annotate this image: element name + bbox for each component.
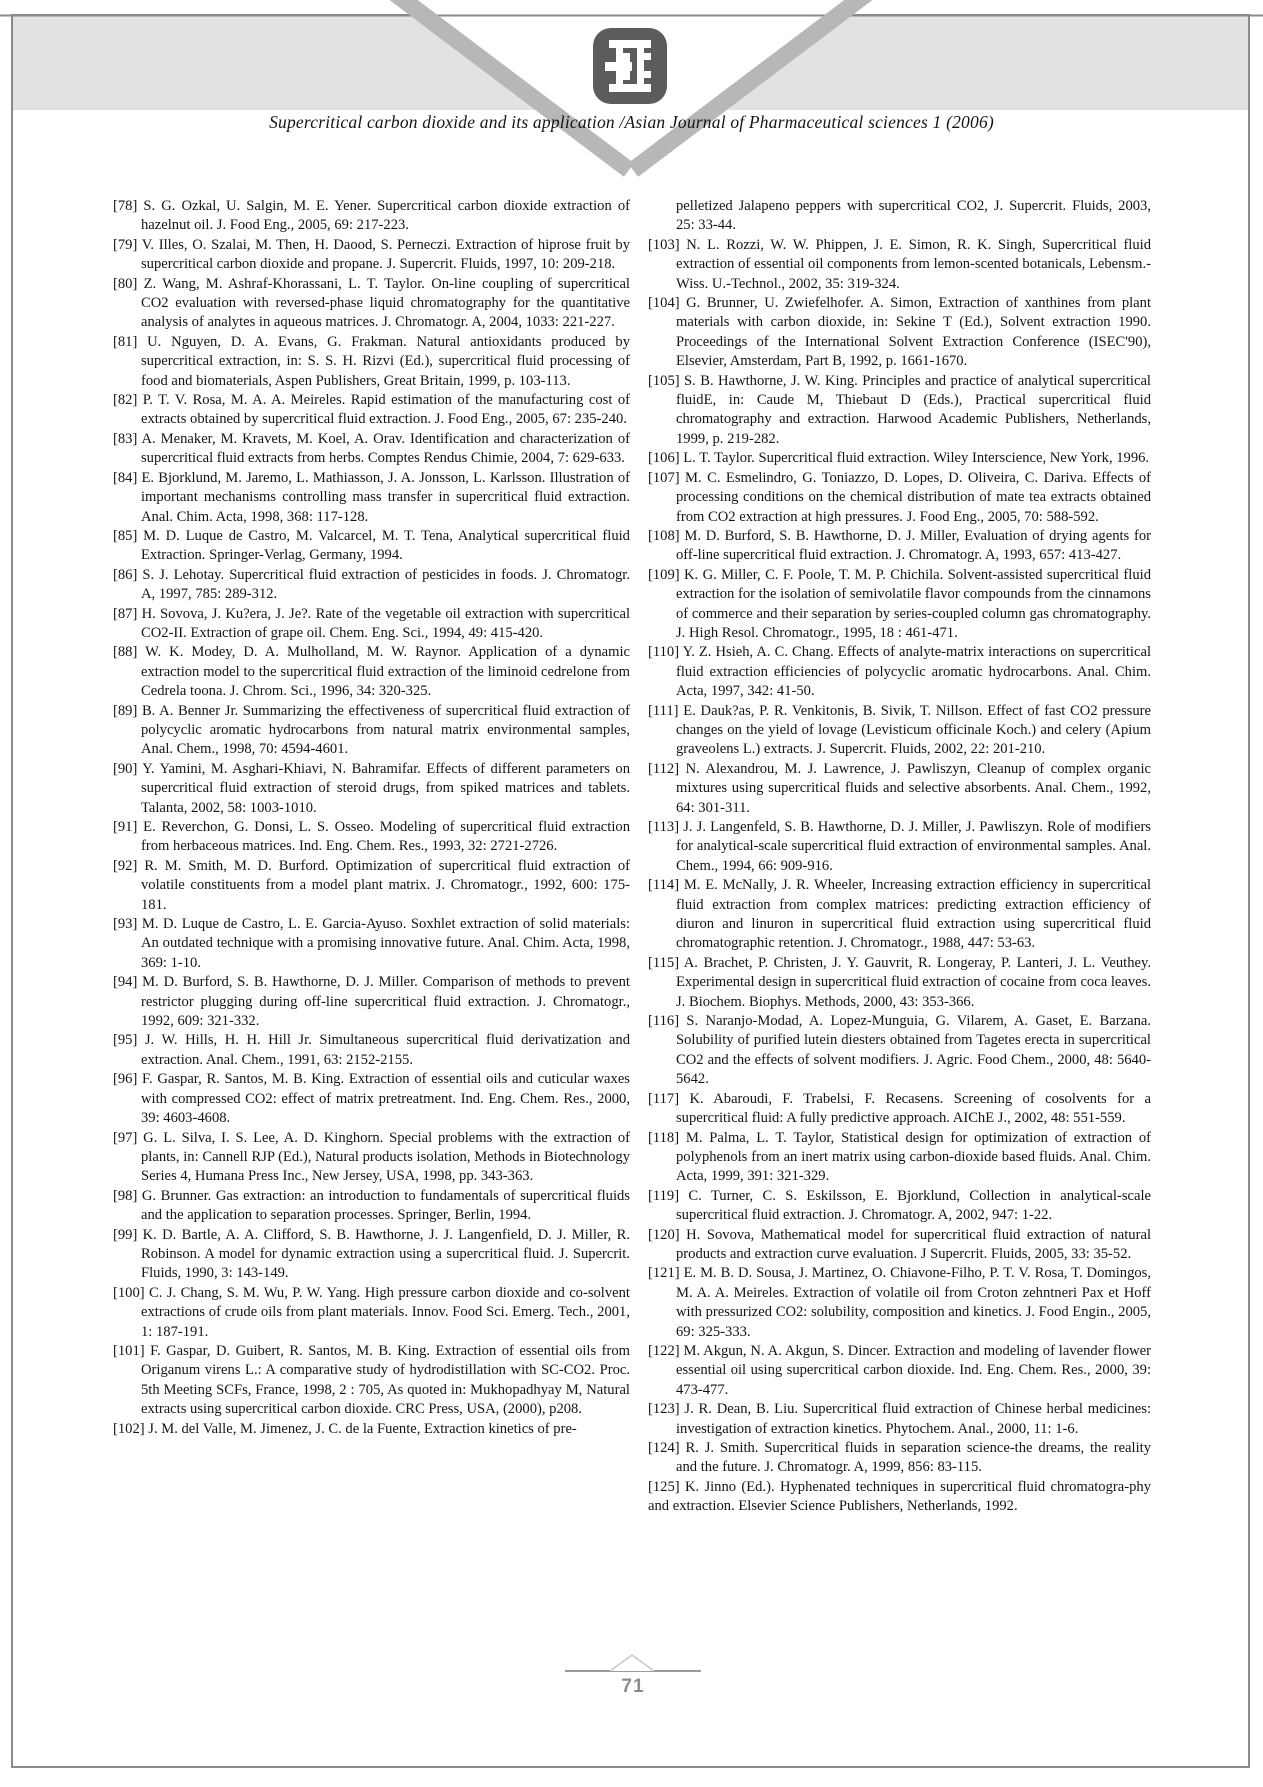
reference-entry: [79] V. Illes, O. Szalai, M. Then, H. Daood, S. Perneczi. Extraction of hiprose fruit by supercritical carbon dioxide and propane. J. Supercrit. Fluids, 1997, 10: 209-218. <box>113 236 630 273</box>
reference-label: [90] <box>113 760 143 777</box>
asian-journal-seal-logo <box>592 27 668 105</box>
reference-label: [111] <box>648 702 684 719</box>
reference-label: [80] <box>113 275 144 292</box>
reference-label: [116] <box>648 1013 687 1030</box>
reference-label: [107] <box>648 469 686 486</box>
reference-entry: [78] S. G. Ozkal, U. Salgin, M. E. Yener. Supercritical carbon dioxide extraction of hazelnut oil. J. Food Eng., 2005, 69: 217-223. <box>113 198 630 234</box>
references-left-column <box>113 197 630 1439</box>
page-number: 71 <box>621 1676 645 1697</box>
reference-entry: [109] K. G. Miller, C. F. Poole, T. M. P. Chichila. Solvent-assisted supercritical fluid extraction for the isolation of semivolatile flavor compounds from the cinnamons of commerce and their separation by series-coupled column gas chromatography. J. High Resol. Chromatogr., 1995, 18 : 461-471. <box>648 566 1151 641</box>
reference-label: [78] <box>113 198 144 214</box>
footer-peak-icon <box>600 1650 664 1674</box>
reference-label: [104] <box>648 295 687 312</box>
reference-label: [96] <box>113 1071 143 1088</box>
reference-label: [94] <box>113 974 143 991</box>
reference-entry: [110] Y. Z. Hsieh, A. C. Chang. Effects of analyte-matrix interactions on supercritical fluid extraction efficiencies of polycyclic aromatic hydrocarbons. Anal. Chim. Acta, 1997, 342: 41-50. <box>648 644 1151 700</box>
reference-label: [113] <box>648 819 684 835</box>
reference-entry: [91] E. Reverchon, G. Donsi, L. S. Osseo. Modeling of supercritical fluid extraction from herbaceous matrices. Ind. Eng. Chem. Res., 1993, 32: 2721-2726. <box>113 819 630 855</box>
reference-entry: [85] M. D. Luque de Castro, M. Valcarcel, M. T. Tena, Analytical supercritical fluid Extraction. Springer-Verlag, Germany, 1994. <box>113 527 630 564</box>
reference-label: [91] <box>113 819 144 835</box>
reference-label: [120] <box>648 1226 687 1243</box>
reference-label: [118] <box>648 1129 686 1146</box>
reference-label: [97] <box>113 1129 144 1146</box>
reference-label: [92] <box>113 857 145 874</box>
reference-entry: [115] A. Brachet, P. Christen, J. Y. Gauvrit, R. Longeray, P. Lanteri, J. L. Veuthey. Experimental design in supercritical fluid extraction of cocaine from coca leaves. J. Biochem. Biophys. Methods, 2000, 43: 353-366. <box>648 954 1151 1010</box>
reference-label: [121] <box>648 1265 684 1282</box>
reference-label: [100] <box>113 1284 150 1301</box>
reference-entry: [98] G. Brunner. Gas extraction: an introduction to fundamentals of supercritical fluids and the application to separation processes. Springer, Berlin, 1994. <box>113 1187 630 1224</box>
reference-label: [95] <box>113 1032 145 1049</box>
reference-entry: [84] E. Bjorklund, M. Jaremo, L. Mathiasson, J. A. Jonsson, L. Karlsson. Illustration of important mechanisms controlling mass transfer in supercritical fluid extraction. Anal. Chim. Acta, 1998, 368: 117-128. <box>113 469 630 525</box>
reference-label: [119] <box>648 1187 689 1204</box>
reference-label: [108] <box>648 527 685 544</box>
reference-label: [109] <box>648 566 684 583</box>
reference-entry: [100] C. J. Chang, S. M. Wu, P. W. Yang. High pressure carbon dioxide and co-solvent extractions of crude oils from plant materials. Innov. Food Sci. Emerg. Tech., 2001, 1: 187-191. <box>113 1284 630 1340</box>
reference-label: [102] <box>113 1420 149 1437</box>
reference-entry: [117] K. Abaroudi, F. Trabelsi, F. Recasens. Screening of cosolvents for a supercritical fluid: A fully predictive approach. AIChE J., 2002, 48: 551-559. <box>648 1090 1151 1127</box>
reference-entry: [94] M. D. Burford, S. B. Hawthorne, D. J. Miller. Comparison of methods to prevent restrictor plugging during off-line supercritical fluid extraction. J. Chromatogr., 1992, 609: 321-332. <box>113 974 630 1030</box>
reference-entry: [93] M. D. Luque de Castro, L. E. Garcia-Ayuso. Soxhlet extraction of solid materials: An outdated technique with a promising innovative future. Anal. Chim. Acta, 1998, 369: 1-10. <box>113 916 630 971</box>
reference-entry: [116] S. Naranjo-Modad, A. Lopez-Munguia, G. Vilarem, A. Gaset, E. Barzana. Solubility of purified lutein diesters obtained from Tagetes erecta in supercritical CO2 and the effects of solvent modifiers. J. Agric. Food Chem., 2000, 48: 5640-5642. <box>648 1013 1151 1088</box>
reference-label: [124] <box>648 1440 686 1456</box>
reference-entry: [104] G. Brunner, U. Zwiefelhofer. A. Simon, Extraction of xanthines from plant materials with carbon dioxide, in: Sekine T (Ed.), Solvent extraction 1990. Proceedings of the International Solvent Extraction Conference (ISEC'90), Elsevier, Amsterdam, Part B, 1992, p. 1661-1670. <box>648 295 1151 370</box>
reference-entry: [90] Y. Yamini, M. Asghari-Khiavi, N. Bahramifar. Effects of different parameters on supercritical fluid extraction of steroid drugs, from spiked matrices and tablets. Talanta, 2002, 58: 1003-1010. <box>113 760 631 816</box>
reference-label: [117] <box>648 1090 690 1107</box>
reference-entry: [83] A. Menaker, M. Kravets, M. Koel, A. Orav. Identification and characterization of supercritical fluid extracts from herbs. Comptes Rendus Chimie, 2004, 7: 629-633. <box>113 430 630 467</box>
reference-entry: [120] H. Sovova, Mathematical model for supercritical fluid extraction of natural products and extraction curve evaluation. J Supercrit. Fluids, 2005, 33: 35-52. <box>648 1226 1151 1262</box>
reference-entry: [81] U. Nguyen, D. A. Evans, G. Frakman. Natural antioxidants produced by supercritical extraction, in: S. S. H. Rizvi (Ed.), supercritical fluid processing of food and biomaterials, Aspen Publishers, Great Britain, 1999, p. 103-113. <box>113 333 630 389</box>
reference-label: [110] <box>648 644 683 661</box>
reference-entry: pelletized Jalapeno peppers with supercritical CO2, J. Supercrit. Fluids, 2003, 25: 33-44. <box>676 198 1151 234</box>
reference-label: [81] <box>113 333 148 350</box>
reference-label: [103] <box>648 236 687 253</box>
journal-header-line: Supercritical carbon dioxide and its application /Asian Journal of Pharmaceutical sciences 1 (2006) <box>269 112 994 132</box>
reference-entry: [112] N. Alexandrou, M. J. Lawrence, J. Pawliszyn, Cleanup of complex organic mixtures using supercritical fluids and selective absorbents. Anal. Chem., 1992, 64: 301-311. <box>648 760 1151 816</box>
reference-entry: [101] F. Gaspar, D. Guibert, R. Santos, M. B. King. Extraction of essential oils from Origanum virens L.: A comparative study of hydrodistillation with SC-CO2. Proc. 5th Meeting SCFs, France, 1998, 2 : 705, As quoted in: Mukhopadhyay M, Natural extracts using supercritical carbon dioxide. CRC Press, USA, (2000), p208. <box>113 1342 630 1418</box>
reference-entry: [106] L. T. Taylor. Supercritical fluid extraction. Wiley Interscience, New York, 1996. <box>648 450 1150 467</box>
reference-label: [106] <box>648 450 684 467</box>
reference-label: [101] <box>113 1342 151 1359</box>
reference-entry: [87] H. Sovova, J. Ku?era, J. Je?. Rate of the vegetable oil extraction with supercritical CO2-II. Extraction of grape oil. Chem. Eng. Sci., 1994, 49: 415-420. <box>113 605 630 641</box>
reference-label: [82] <box>113 392 143 409</box>
reference-label: [86] <box>113 566 143 583</box>
reference-label: [105] <box>648 372 685 389</box>
reference-entry: [88] W. K. Modey, D. A. Mulholland, M. W. Raynor. Application of a dynamic extraction model to the supercritical fluid extraction of the liminoid cedrelone from Cedrela toona. J. Chrom. Sci., 1996, 34: 320-325. <box>113 644 630 700</box>
reference-label: [123] <box>648 1401 685 1418</box>
reference-label: [89] <box>113 702 142 719</box>
reference-label: [115] <box>648 954 684 971</box>
reference-entry: [102] J. M. del Valle, M. Jimenez, J. C. de la Fuente, Extraction kinetics of pre- <box>113 1420 577 1437</box>
reference-label: [83] <box>113 430 142 447</box>
reference-label: [85] <box>113 527 144 544</box>
reference-entry: [121] E. M. B. D. Sousa, J. Martinez, O. Chiavone-Filho, P. T. V. Rosa, T. Domingos, M. A. A. Meireles. Extraction of volatile oil from Croton zehntneri Pax et Hoff with pressurized CO2: solubility, composition and kinetics. J. Food Engin., 2005, 69: 325-333. <box>648 1265 1151 1340</box>
reference-entry: [119] C. Turner, C. S. Eskilsson, E. Bjorklund, Collection in analytical-scale supercritical fluid extraction. J. Chromatogr. A, 2002, 947: 1-22. <box>648 1187 1151 1224</box>
reference-label: [93] <box>113 916 142 933</box>
reference-entry: [107] M. C. Esmelindro, G. Toniazzo, D. Lopes, D. Oliveira, C. Dariva. Effects of processing conditions on the chemical distribution of mate tea extracts obtained from CO2 extraction at high pressures. J. Food Eng., 2005, 70: 588-592. <box>648 469 1152 525</box>
reference-label: [125] <box>648 1478 685 1495</box>
reference-entry: [103] N. L. Rozzi, W. W. Phippen, J. E. Simon, R. K. Singh, Supercritical fluid extraction of essential oil components from lemon-scented botanicals, Lebensm.-Wiss. U.-Technol., 2002, 35: 319-324. <box>648 236 1152 292</box>
reference-label: [87] <box>113 605 142 622</box>
reference-label: [79] <box>113 236 142 253</box>
reference-entry: [86] S. J. Lehotay. Supercritical fluid extraction of pesticides in foods. J. Chromatogr. A, 1997, 785: 289-312. <box>113 566 630 603</box>
reference-entry: [122] M. Akgun, N. A. Akgun, S. Dincer. Extraction and modeling of lavender flower essential oil using supercritical carbon dioxide. Ind. Eng. Chem. Res., 2000, 39: 473-477. <box>648 1342 1151 1398</box>
reference-entry: [82] P. T. V. Rosa, M. A. A. Meireles. Rapid estimation of the manufacturing cost of extracts obtained by supercritical fluid extraction. J. Food Eng., 2005, 67: 235-240. <box>113 392 630 428</box>
reference-label: [88] <box>113 644 146 661</box>
reference-entry: [123] J. R. Dean, B. Liu. Supercritical fluid extraction of Chinese herbal medicines: investigation of extraction kinetics. Phytochem. Anal., 2000, 11: 1-6. <box>648 1401 1152 1437</box>
reference-entry: [118] M. Palma, L. T. Taylor, Statistical design for optimization of extraction of polyphenols from an inert matrix using carbon-dioxide based fluids. Anal. Chim. Acta, 1999, 391: 321-329. <box>648 1129 1151 1185</box>
reference-entry: [124] R. J. Smith. Supercritical fluids in separation science-the dreams, the reality and the future. J. Chromatogr. A, 1999, 856: 83-115. <box>648 1440 1151 1476</box>
reference-label: [99] <box>113 1226 143 1243</box>
reference-label: [122] <box>648 1342 684 1359</box>
reference-entry: [89] B. A. Benner Jr. Summarizing the effectiveness of supercritical fluid extraction of polycyclic aromatic hydrocarbons from natural matrix environmental samples, Anal. Chem., 1998, 70: 4594-4601. <box>113 702 630 758</box>
reference-entry: [114] M. E. McNally, J. R. Wheeler, Increasing extraction efficiency in supercritical fluid extraction from complex matrices: predicting extraction efficiency of diuron and linuron in supercritical fluid extraction using supercritical fluid chromatographic retention. J. Chromatogr., 1988, 447: 53-63. <box>648 877 1152 952</box>
reference-entry: [111] E. Dauk?as, P. R. Venkitonis, B. Sivik, T. Nillson. Effect of fast CO2 pressure changes on the yield of lovage (Levisticum officinale Koch.) and celery (Apium graveolens L.) extracts. J. Supercrit. Fluids, 2002, 22: 201-210. <box>648 702 1151 758</box>
reference-entry: [105] S. B. Hawthorne, J. W. King. Principles and practice of analytical supercritical fluidE, in: Caude M, Thiebaut D (Eds.), Practical supercritical fluid chromatography and extraction. Harwood Academic Publishers, Netherlands, 1999, p. 219-282. <box>648 372 1151 447</box>
reference-entry: [95] J. W. Hills, H. H. Hill Jr. Simultaneous supercritical fluid derivatization and extraction. Anal. Chem., 1991, 63: 2152-2155. <box>113 1032 630 1068</box>
reference-entry: [80] Z. Wang, M. Ashraf-Khorassani, L. T. Taylor. On-line coupling of supercritical CO2 evaluation with reversed-phase liquid chromatography for the quantitative analysis of analytes in aqueous matrices. J. Chromatogr. A, 2004, 1033: 221-227. <box>113 275 630 331</box>
reference-label: [98] <box>113 1187 142 1204</box>
reference-label: [114] <box>648 877 684 894</box>
reference-entry: [96] F. Gaspar, R. Santos, M. B. King. Extraction of essential oils and cuticular waxes with compressed CO2: effect of matrix pretreatment. Ind. Eng. Chem. Res., 2000, 39: 4603-4608. <box>113 1071 630 1127</box>
reference-label: [84] <box>113 469 142 486</box>
reference-entry: [92] R. M. Smith, M. D. Burford. Optimization of supercritical fluid extraction of volatile constituents from a model plant matrix. J. Chromatogr., 1992, 600: 175-181. <box>113 857 630 913</box>
reference-entry: [99] K. D. Bartle, A. A. Clifford, S. B. Hawthorne, J. J. Langenfield, D. J. Miller, R. Robinson. A model for dynamic extraction using a supercritical fluid. J. Supercrit. Fluids, 1990, 3: 143-149. <box>113 1226 630 1282</box>
reference-entry: [125] K. Jinno (Ed.). Hyphenated techniques in supercritical fluid chromatogra-phy and extraction. Elsevier Science Publishers, Netherlands, 1992. <box>648 1478 1151 1515</box>
reference-label: [112] <box>648 760 686 777</box>
reference-entry: [97] G. L. Silva, I. S. Lee, A. D. Kinghorn. Special problems with the extraction of plants, in: Cannell RJP (Ed.), Natural products isolation, Methods in Biotechnology Series 4, Humana Press Inc., New Jersey, USA, 1998, pp. 343-363. <box>113 1129 630 1185</box>
reference-entry: [108] M. D. Burford, S. B. Hawthorne, D. J. Miller, Evaluation of drying agents for off-line supercritical fluid extraction. J. Chromatogr. A, 1993, 657: 413-427. <box>648 527 1151 564</box>
reference-entry: [113] J. J. Langenfeld, S. B. Hawthorne, D. J. Miller, J. Pawliszyn. Role of modifiers for analytical-scale supercritical fluid extraction of environmental samples. Anal. Chem., 1994, 66: 909-916. <box>648 819 1151 874</box>
references-right-column <box>648 197 1151 1517</box>
